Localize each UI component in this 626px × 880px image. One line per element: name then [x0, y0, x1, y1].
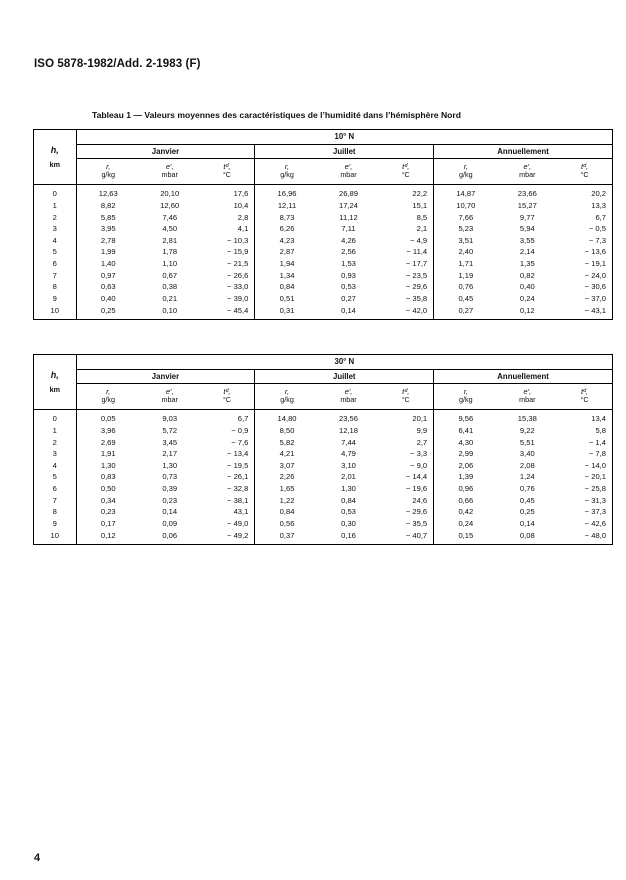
value-cell: 0,25 [519, 507, 535, 517]
column-symbol: tᵈ, [223, 162, 231, 172]
value-cell: 0,21 [162, 293, 178, 303]
value-cell: 1,78 [162, 247, 178, 257]
value-cell: 4,26 [341, 235, 356, 245]
height-cell: 4 [34, 235, 77, 247]
height-cell: 10 [34, 304, 77, 320]
value-cell: 15,1 [412, 201, 428, 210]
value-cell: 1,10 [162, 258, 178, 268]
value-cell: 2,1 [416, 224, 428, 234]
value-cell: 2,69 [76, 437, 140, 449]
value-cell: 5,94 [519, 224, 535, 234]
value-cell: − 9,0 [410, 460, 428, 470]
height-cell: 1 [34, 200, 77, 212]
value-cell: 0,24 [434, 518, 498, 530]
value-cell: 2,06 [434, 460, 498, 472]
value-cell: 2,01 [341, 472, 356, 482]
value-cell: 43,1 [233, 507, 249, 517]
value-cell: 6,26 [255, 223, 319, 235]
table-row [34, 200, 613, 212]
column-symbol: tᵈ, [557, 159, 612, 172]
value-cell: − 26,6 [227, 270, 249, 280]
table-row [34, 235, 613, 247]
height-cell: 6 [34, 258, 77, 270]
value-cell: 3,51 [434, 235, 498, 247]
season-header: Juillet [255, 370, 434, 384]
column-unit: g/kg [434, 171, 498, 185]
value-cell: 5,82 [255, 437, 319, 449]
value-cell: 9,22 [519, 426, 535, 435]
value-cell: 3,45 [162, 437, 178, 447]
value-cell: 0,67 [162, 270, 178, 280]
value-cell: − 20,1 [557, 471, 612, 483]
value-cell: 6,7 [237, 413, 249, 423]
height-symbol: h, [50, 369, 59, 380]
value-cell: − 26,1 [227, 472, 249, 482]
column-symbol: tᵈ, [223, 387, 231, 397]
value-cell: 5,85 [76, 212, 140, 224]
column-symbol: e′, [344, 162, 353, 172]
value-cell: 0,31 [255, 304, 319, 320]
column-unit: °C [557, 396, 612, 410]
value-cell: − 49,0 [227, 518, 249, 528]
value-cell: − 42,6 [557, 518, 612, 530]
column-unit: °C [200, 396, 255, 410]
column-unit: mbar [498, 171, 558, 185]
value-cell: 4,23 [255, 235, 319, 247]
value-cell: 1,24 [519, 472, 535, 482]
value-cell: − 30,6 [557, 281, 612, 293]
value-cell: − 45,4 [200, 304, 255, 320]
value-cell: 0,25 [76, 304, 140, 320]
value-cell: − 1,4 [557, 437, 612, 449]
height-cell: 2 [34, 437, 77, 449]
value-cell: 6,41 [434, 425, 498, 437]
value-cell: 0,45 [434, 293, 498, 305]
value-cell: − 19,1 [557, 258, 612, 270]
page-number: 4 [34, 852, 41, 864]
height-cell: 8 [34, 281, 77, 293]
value-cell: 3,95 [76, 223, 140, 235]
value-cell: − 33,0 [227, 282, 249, 292]
value-cell: 16,96 [255, 185, 319, 201]
value-cell: 1,30 [162, 460, 178, 470]
table-row [34, 270, 613, 282]
value-cell: 0,97 [76, 270, 140, 282]
value-cell: 0,38 [162, 282, 178, 292]
table-row [34, 212, 613, 224]
value-cell: 26,89 [339, 188, 359, 198]
value-cell: 0,45 [519, 495, 535, 505]
table-row [34, 425, 613, 437]
value-cell: 23,66 [517, 188, 537, 198]
value-cell: 0,08 [498, 529, 558, 545]
value-cell: − 15,9 [227, 247, 249, 257]
value-cell: 1,94 [255, 258, 319, 270]
value-cell: 5,8 [557, 425, 612, 437]
table-row [34, 246, 613, 258]
value-cell: − 19,6 [405, 483, 428, 493]
value-cell: 20,10 [160, 188, 180, 198]
table-row [34, 281, 613, 293]
value-cell: − 29,6 [405, 507, 428, 517]
value-cell: 0,40 [76, 293, 140, 305]
value-cell: 4,1 [237, 224, 249, 234]
column-symbol: e′, [523, 387, 532, 397]
value-cell: 0,17 [76, 518, 140, 530]
value-cell: − 24,0 [557, 270, 612, 282]
season-header: Juillet [255, 145, 434, 159]
table-row [34, 506, 613, 518]
value-cell: 1,30 [76, 460, 140, 472]
value-cell: 9,56 [434, 410, 498, 426]
value-cell: 1,30 [341, 483, 356, 493]
column-symbol: r, [434, 159, 498, 172]
value-cell: 12,11 [255, 200, 319, 212]
value-cell: 0,73 [162, 472, 178, 482]
value-cell: − 43,1 [557, 304, 612, 320]
value-cell: 1,22 [255, 495, 319, 507]
column-unit: °C [557, 171, 612, 185]
value-cell: 2,08 [519, 460, 535, 470]
height-unit: km [49, 159, 60, 169]
value-cell: 0,16 [319, 529, 379, 545]
value-cell: 15,27 [517, 201, 537, 210]
value-cell: 13,3 [557, 200, 612, 212]
value-cell: 12,60 [160, 201, 180, 210]
value-cell: 0,53 [341, 282, 356, 292]
value-cell: 4,79 [341, 449, 356, 459]
value-cell: 3,96 [76, 425, 140, 437]
column-unit: mbar [319, 396, 379, 410]
value-cell: 3,55 [519, 235, 535, 245]
value-cell: 1,40 [76, 258, 140, 270]
value-cell: − 37,3 [557, 506, 612, 518]
value-cell: 1,99 [76, 246, 140, 258]
height-cell: 5 [34, 246, 77, 258]
value-cell: 6,7 [557, 212, 612, 224]
latitude-header: 30° N [76, 355, 612, 370]
season-header: Janvier [76, 370, 255, 384]
value-cell: 7,44 [341, 437, 356, 447]
value-cell: − 38,1 [227, 495, 249, 505]
value-cell: 2,87 [255, 246, 319, 258]
value-cell: − 7,3 [557, 235, 612, 247]
table-row [34, 223, 613, 235]
table-caption: Tableau 1 — Valeurs moyennes des caractéristiques de l’humidité dans l’hémisphère Nord [92, 110, 462, 120]
value-cell: 1,65 [255, 483, 319, 495]
column-symbol: tᵈ, [402, 387, 410, 397]
table-row [34, 448, 613, 460]
value-cell: 2,81 [162, 235, 178, 245]
value-cell: 1,53 [341, 258, 356, 268]
value-cell: 1,91 [76, 448, 140, 460]
value-cell: 0,14 [319, 304, 379, 320]
value-cell: 2,17 [162, 449, 178, 459]
value-cell: 0,12 [76, 529, 140, 545]
value-cell: 0,23 [162, 495, 178, 505]
value-cell: − 10,3 [227, 235, 249, 245]
height-column-header [34, 130, 77, 185]
value-cell: 7,11 [341, 224, 356, 234]
value-cell: 0,27 [341, 293, 356, 303]
height-unit: km [49, 384, 60, 394]
value-cell: − 37,0 [557, 293, 612, 305]
value-cell: 0,05 [76, 410, 140, 426]
value-cell: 1,19 [434, 270, 498, 282]
value-cell: − 4,9 [410, 235, 428, 245]
table-row [34, 437, 613, 449]
value-cell: 22,2 [412, 188, 428, 198]
humidity-table-10n [33, 129, 613, 320]
column-unit: g/kg [434, 396, 498, 410]
table-row [34, 460, 613, 472]
height-cell: 7 [34, 495, 77, 507]
value-cell: 0,83 [76, 471, 140, 483]
value-cell: 0,63 [76, 281, 140, 293]
height-cell: 9 [34, 293, 77, 305]
value-cell: 1,39 [434, 471, 498, 483]
value-cell: 10,4 [233, 201, 249, 210]
table-row [34, 304, 613, 320]
column-unit: g/kg [76, 171, 140, 185]
season-header: Annuellement [434, 145, 613, 159]
value-cell: 0,37 [255, 529, 319, 545]
height-cell: 4 [34, 460, 77, 472]
value-cell: − 0,9 [231, 426, 249, 435]
value-cell: 2,14 [519, 247, 535, 257]
value-cell: 0,84 [255, 506, 319, 518]
value-cell: 4,50 [162, 224, 178, 234]
value-cell: 0,34 [76, 495, 140, 507]
height-cell: 1 [34, 425, 77, 437]
value-cell: 7,66 [434, 212, 498, 224]
value-cell: − 19,5 [227, 460, 249, 470]
value-cell: − 32,8 [227, 483, 249, 493]
value-cell: 0,42 [434, 506, 498, 518]
value-cell: 0,14 [162, 507, 178, 517]
column-symbol: tᵈ, [402, 162, 410, 172]
value-cell: 2,26 [255, 471, 319, 483]
value-cell: 14,80 [255, 410, 319, 426]
value-cell: − 11,4 [406, 247, 428, 257]
value-cell: 12,18 [339, 426, 359, 435]
value-cell: 3,40 [519, 449, 535, 459]
value-cell: 0,66 [434, 495, 498, 507]
value-cell: 17,24 [339, 201, 359, 210]
value-cell: 8,5 [416, 212, 428, 222]
value-cell: 0,10 [140, 304, 200, 320]
value-cell: 17,6 [233, 188, 249, 198]
column-symbol: r, [76, 384, 140, 397]
value-cell: 0,53 [341, 507, 356, 517]
height-cell: 3 [34, 448, 77, 460]
value-cell: − 25,8 [557, 483, 612, 495]
column-unit: mbar [140, 171, 200, 185]
value-cell: 2,40 [434, 246, 498, 258]
value-cell: 0,51 [255, 293, 319, 305]
table-row [34, 471, 613, 483]
value-cell: − 42,0 [378, 304, 433, 320]
value-cell: 10,70 [434, 200, 498, 212]
value-cell: − 39,0 [227, 293, 249, 303]
value-cell: 0,09 [162, 518, 178, 528]
value-cell: 5,23 [434, 223, 498, 235]
table-row [34, 529, 613, 545]
value-cell: − 29,6 [405, 282, 428, 292]
value-cell: 11,12 [339, 212, 358, 222]
height-cell: 0 [34, 185, 77, 201]
value-cell: 0,84 [341, 495, 356, 505]
value-cell: 9,9 [416, 426, 428, 435]
value-cell: 0,76 [519, 483, 535, 493]
column-symbol: r, [255, 384, 319, 397]
column-unit: mbar [140, 396, 200, 410]
height-cell: 8 [34, 506, 77, 518]
value-cell: 2,8 [237, 212, 249, 222]
value-cell: 9,77 [519, 212, 535, 222]
value-cell: 0,30 [341, 518, 356, 528]
column-unit: °C [378, 171, 433, 185]
value-cell: 0,50 [76, 483, 140, 495]
column-symbol: r, [434, 384, 498, 397]
column-symbol: e′, [344, 387, 353, 397]
table-row [34, 495, 613, 507]
table-row [34, 518, 613, 530]
value-cell: 0,27 [434, 304, 498, 320]
value-cell: − 35,8 [405, 293, 428, 303]
value-cell: 2,56 [341, 247, 356, 257]
value-cell: − 0,5 [557, 223, 612, 235]
value-cell: 0,14 [519, 518, 535, 528]
column-symbol: e′, [523, 162, 532, 172]
value-cell: 4,30 [434, 437, 498, 449]
value-cell: 0,40 [519, 282, 535, 292]
value-cell: 20,2 [557, 185, 612, 201]
column-unit: mbar [319, 171, 379, 185]
column-unit: mbar [498, 396, 558, 410]
value-cell: 5,51 [519, 437, 535, 447]
value-cell: 8,82 [76, 200, 140, 212]
value-cell: − 3,3 [410, 449, 428, 459]
value-cell: 8,50 [255, 425, 319, 437]
column-unit: g/kg [76, 396, 140, 410]
value-cell: 0,06 [140, 529, 200, 545]
column-symbol: tᵈ, [557, 384, 612, 397]
height-cell: 0 [34, 410, 77, 426]
value-cell: 0,76 [434, 281, 498, 293]
value-cell: − 40,7 [378, 529, 433, 545]
table-row [34, 410, 613, 426]
value-cell: 0,15 [434, 529, 498, 545]
value-cell: − 17,7 [405, 258, 428, 268]
column-symbol: r, [76, 159, 140, 172]
value-cell: − 14,0 [557, 460, 612, 472]
height-symbol: h, [50, 144, 59, 155]
value-cell: 0,96 [434, 483, 498, 495]
value-cell: 24,6 [412, 495, 428, 505]
table-row [34, 185, 613, 201]
value-cell: 0,56 [255, 518, 319, 530]
height-cell: 3 [34, 223, 77, 235]
value-cell: 0,39 [162, 483, 178, 493]
height-cell: 9 [34, 518, 77, 530]
value-cell: 7,46 [162, 212, 178, 222]
height-cell: 6 [34, 483, 77, 495]
column-unit: °C [200, 171, 255, 185]
value-cell: − 13,4 [227, 449, 249, 459]
value-cell: 15,38 [517, 413, 537, 423]
value-cell: 2,99 [434, 448, 498, 460]
value-cell: − 31,3 [557, 495, 612, 507]
value-cell: − 21,5 [227, 258, 249, 268]
value-cell: 0,84 [255, 281, 319, 293]
table-row [34, 293, 613, 305]
value-cell: − 7,6 [231, 437, 249, 447]
height-cell: 7 [34, 270, 77, 282]
season-header: Janvier [76, 145, 255, 159]
value-cell: 0,82 [519, 270, 535, 280]
value-cell: − 7,8 [557, 448, 612, 460]
column-symbol: e′, [165, 162, 174, 172]
value-cell: 0,24 [519, 293, 535, 303]
document-header: ISO 5878-1982/Add. 2-1983 (F) [34, 58, 201, 70]
value-cell: 0,12 [498, 304, 558, 320]
value-cell: 2,7 [416, 437, 428, 447]
table-row [34, 483, 613, 495]
value-cell: 1,34 [255, 270, 319, 282]
value-cell: − 48,0 [557, 529, 612, 545]
value-cell: 9,03 [162, 413, 178, 423]
column-symbol: r, [255, 159, 319, 172]
value-cell: 13,4 [557, 410, 612, 426]
humidity-table-30n [33, 354, 613, 545]
column-unit: g/kg [255, 396, 319, 410]
value-cell: 8,73 [255, 212, 319, 224]
value-cell: 14,87 [434, 185, 498, 201]
column-symbol: e′, [165, 387, 174, 397]
height-cell: 2 [34, 212, 77, 224]
value-cell: 4,21 [255, 448, 319, 460]
value-cell: 1,71 [434, 258, 498, 270]
value-cell: 5,72 [162, 426, 178, 435]
value-cell: − 13,6 [557, 246, 612, 258]
value-cell: − 49,2 [200, 529, 255, 545]
height-column-header [34, 355, 77, 410]
value-cell: − 35,5 [405, 518, 428, 528]
value-cell: − 23,5 [405, 270, 428, 280]
value-cell: − 14,4 [405, 472, 428, 482]
season-header: Annuellement [434, 370, 613, 384]
value-cell: 3,07 [255, 460, 319, 472]
value-cell: 3,10 [341, 460, 356, 470]
column-unit: °C [378, 396, 433, 410]
value-cell: 2,78 [76, 235, 140, 247]
height-cell: 5 [34, 471, 77, 483]
value-cell: 1,35 [519, 258, 535, 268]
value-cell: 0,93 [341, 270, 356, 280]
height-cell: 10 [34, 529, 77, 545]
value-cell: 12,63 [76, 185, 140, 201]
column-unit: g/kg [255, 171, 319, 185]
value-cell: 23,56 [339, 413, 359, 423]
value-cell: 20,1 [412, 413, 428, 423]
value-cell: 0,23 [76, 506, 140, 518]
latitude-header: 10° N [76, 130, 612, 145]
table-row [34, 258, 613, 270]
